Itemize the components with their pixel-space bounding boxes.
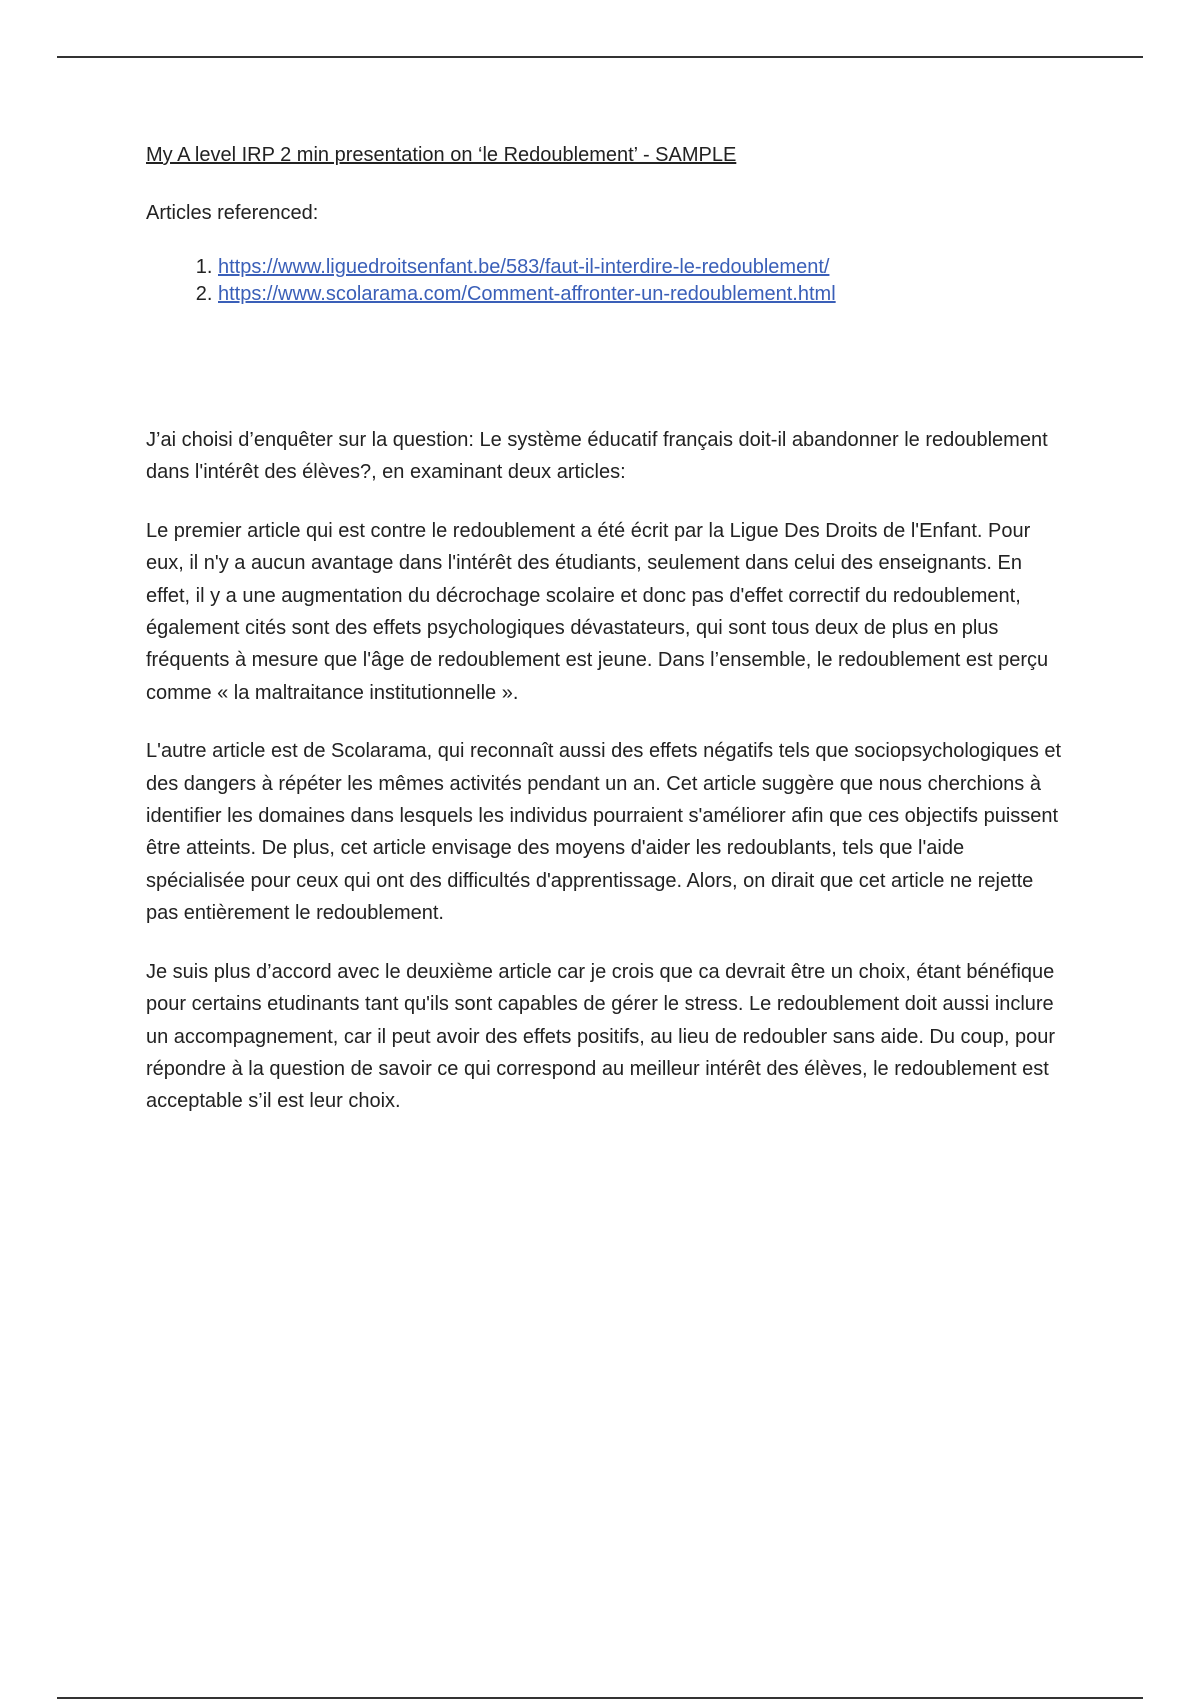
paragraph-second-article: L'autre article est de Scolarama, qui reconnaît aussi des effets négatifs tels que sociopsychologiques et des dangers à répéter les mêmes activités pendant un an. Cet article suggère que nous cherchions à identifier les domaines dans lesquels les individus pourraient s'améliorer afin que ces objectifs puissent être atteints. De plus, cet article envisage des moyens d'aider les redoublants, tels que l'aide spécialisée pour ceux qui ont des difficultés d'apprentissage. Alors, on dirait que cet article ne rejette pas entièrement le redoublement.: [146, 740, 1062, 925]
reference-item: [218, 281, 1066, 308]
reference-link-1[interactable]: https://www.liguedroitsenfant.be/583/faut-il-interdire-le-redoublement/: [218, 256, 830, 278]
document-body: [146, 140, 1066, 1118]
reference-link-2[interactable]: https://www.scolarama.com/Comment-affronter-un-redoublement.html: [218, 283, 836, 305]
paragraph-first-article: Le premier article qui est contre le redoublement a été écrit par la Ligue Des Droits de l'Enfant. Pour eux, il n'y a aucun avantage dans l'intérêt des étudiants, seulement dans celui des enseignants. En effet, il y a une augmentation du décrochage scolaire et donc pas d'effet correctif du redoublement, également cités sont des effets psychologiques dévastateurs, qui sont tous deux de plus en plus fréquents à mesure que l'âge de redoublement est jeune. Dans l’ensemble, le redoublement est perçu comme « la maltraitance institutionnelle ».: [146, 519, 1049, 704]
references-list: [146, 254, 1066, 308]
references-label: Articles referenced:: [146, 202, 319, 224]
reference-item: [218, 254, 1066, 281]
bottom-rule: [57, 1697, 1143, 1699]
document-title: My A level IRP 2 min presentation on ‘le Redoublement’ - SAMPLE: [146, 144, 737, 166]
paragraph-conclusion: Je suis plus d’accord avec le deuxième article car je crois que ca devrait être un choix, étant bénéfique pour certains etudinants tant qu'ils sont capables de gérer le stress. Le redoublement doit aussi inclure un accompagnement, car il peut avoir des effets positifs, au lieu de redoubler sans aide. Du coup, pour répondre à la question de savoir ce qui correspond au meilleur intérêt des élèves, le redoublement est acceptable s’il est leur choix.: [146, 960, 1056, 1113]
top-rule: [57, 56, 1143, 58]
paragraph-intro: J’ai choisi d’enquêter sur la question: Le système éducatif français doit-il abandonner le redoublement dans l'intérêt des élèves?, en examinant deux articles:: [146, 429, 1048, 484]
